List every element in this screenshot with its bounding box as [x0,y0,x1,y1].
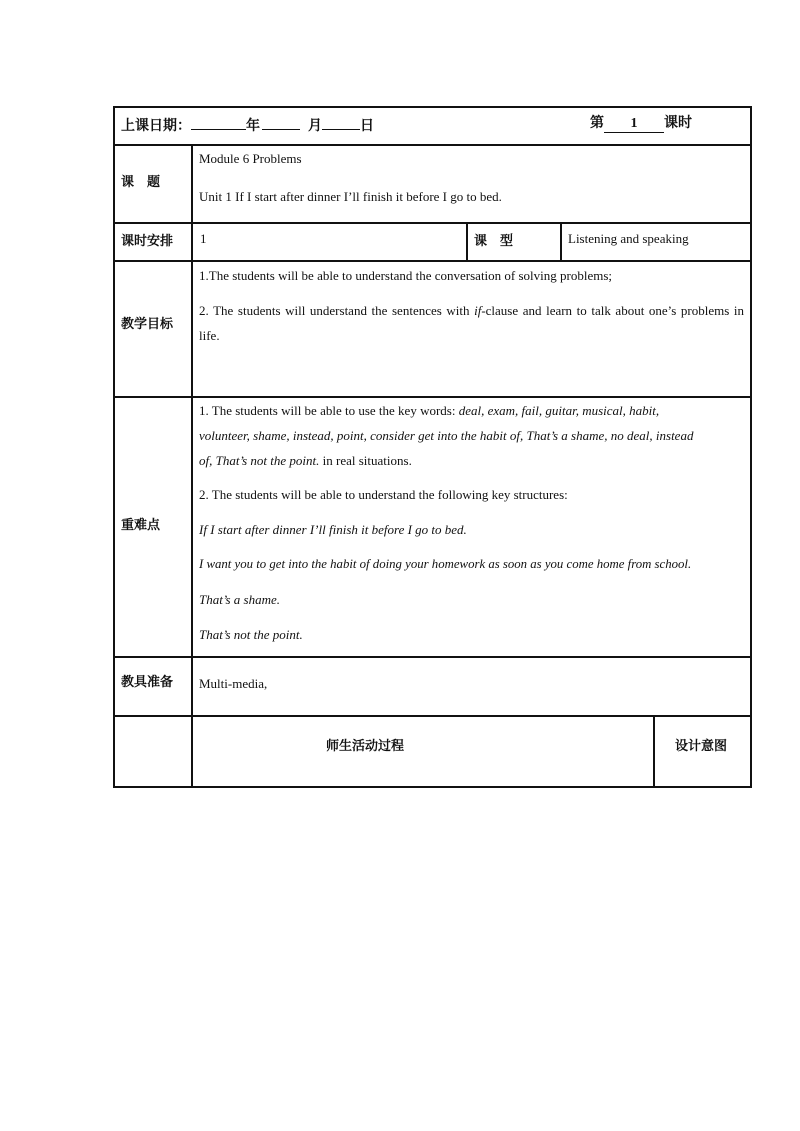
table-rule [113,656,752,658]
year-label: 年 [246,118,260,134]
key-point-1-line2: volunteer, shame, instead, point, consider get into the habit of, That’s a shame, no deal, instead [199,428,694,443]
objectives-label: 教学目标 [121,317,174,332]
structure-4: That’s not the point. [199,627,303,642]
date-label: 上课日期： [121,118,191,134]
table-border-right [750,106,752,788]
type-value: Listening and speaking [568,231,689,246]
design-label: 设计意图 [675,739,728,754]
lesson-header [590,112,692,134]
year-blank[interactable] [191,112,246,130]
objective-1: 1.The students will be able to understand the conversation of solving problems; [199,268,613,283]
key-point-1-line3: of, That’s not the point. in real situations. [199,453,412,468]
month-blank[interactable] [262,112,300,130]
lesson-prefix: 第 [590,115,604,131]
activity-label: 师生活动过程 [326,739,405,754]
materials-value: Multi-media, [199,676,268,691]
table-col-divider [466,222,468,262]
schedule-label: 课时安排 [121,234,174,249]
type-label: 课 型 [474,234,514,249]
topic-unit: Unit 1 If I start after dinner I’ll finish it before I go to bed. [199,189,502,204]
table-border-left [113,106,115,788]
lesson-number: 1 [604,115,664,133]
key-point-2: 2. The students will be able to understand the following key structures: [199,487,568,502]
key-point-1-line1: 1. The students will be able to use the key words: deal, exam, fail, guitar, musical, habit, [199,403,660,418]
structure-2: I want you to get into the habit of doing your homework as soon as you come home from school. [199,557,692,571]
topic-label: 课 题 [121,175,161,190]
table-rule [113,260,752,262]
day-blank[interactable] [322,112,360,130]
table-col-divider [653,715,655,788]
schedule-value: 1 [200,231,207,246]
key-points-label: 重难点 [121,518,161,533]
topic-module: Module 6 Problems [199,151,302,166]
day-label: 日 [360,118,374,134]
lesson-suffix: 课时 [664,115,692,131]
table-border-top [113,106,752,108]
table-col-divider [560,222,562,262]
table-border-bottom [113,786,752,788]
objective-2-line1: 2. The students will understand the sentences with if-clause and learn to talk about one’s problems in life. [199,303,744,343]
materials-label: 教具准备 [121,675,174,690]
table-rule [113,715,752,717]
table-col-divider [191,144,193,788]
month-label: 月 [308,118,322,134]
structure-1: If I start after dinner I’ll finish it before I go to bed. [199,522,467,537]
table-rule [113,222,752,224]
objective-2 [199,298,744,348]
key-point-1 [199,398,744,473]
date-header [121,112,374,137]
structure-3: That’s a shame. [199,592,281,607]
